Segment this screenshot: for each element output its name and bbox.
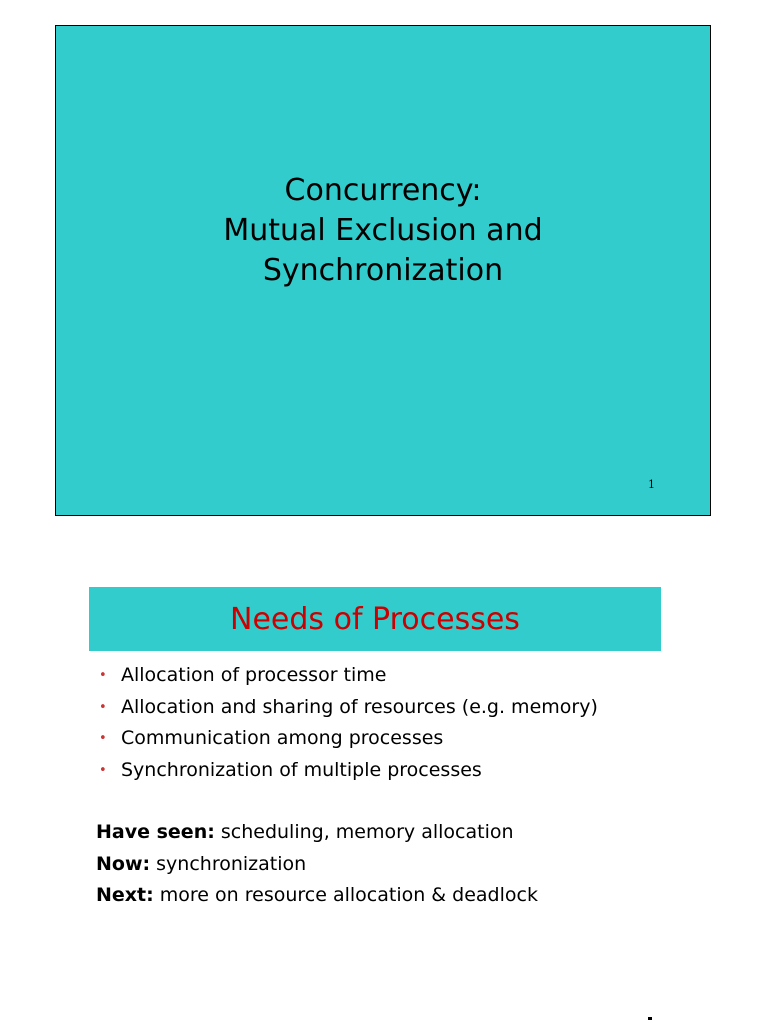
list-item [96, 755, 598, 787]
bullet-icon: • [99, 699, 107, 715]
bullet-text: Allocation and sharing of resources (e.g. memory) [121, 695, 598, 718]
bullet-text: Communication among processes [121, 727, 444, 749]
bullet-icon: • [99, 731, 107, 746]
title-slide [55, 25, 711, 516]
note-have-seen [96, 817, 538, 849]
note-text: scheduling, memory allocation [220, 821, 514, 843]
notes-block [96, 817, 538, 912]
slide-heading: Needs of Processes [230, 601, 520, 637]
note-now [96, 849, 538, 881]
bullet-text: Synchronization of multiple processes [121, 758, 482, 781]
page-mark [648, 1017, 652, 1020]
bullet-text: Allocation of processor time [121, 664, 387, 686]
bullet-icon: • [99, 762, 107, 778]
note-text: synchronization [156, 852, 307, 875]
title-line-2: Mutual Exclusion and [223, 213, 543, 248]
bullet-icon: • [99, 668, 107, 683]
title-line-3: Synchronization [262, 253, 504, 288]
note-label: Next: [96, 884, 154, 906]
title-line-1: Concurrency: [284, 173, 482, 208]
list-item [96, 723, 598, 755]
note-next [96, 880, 538, 912]
slide-header-banner [89, 587, 661, 651]
note-label: Have seen: [96, 821, 215, 843]
note-text: more on resource allocation & deadlock [159, 884, 538, 906]
list-item [96, 660, 598, 692]
slide-title [56, 171, 710, 291]
list-item [96, 692, 598, 724]
slide-number: 1 [648, 478, 655, 491]
bullet-list [96, 660, 598, 786]
note-label: Now: [96, 852, 151, 875]
